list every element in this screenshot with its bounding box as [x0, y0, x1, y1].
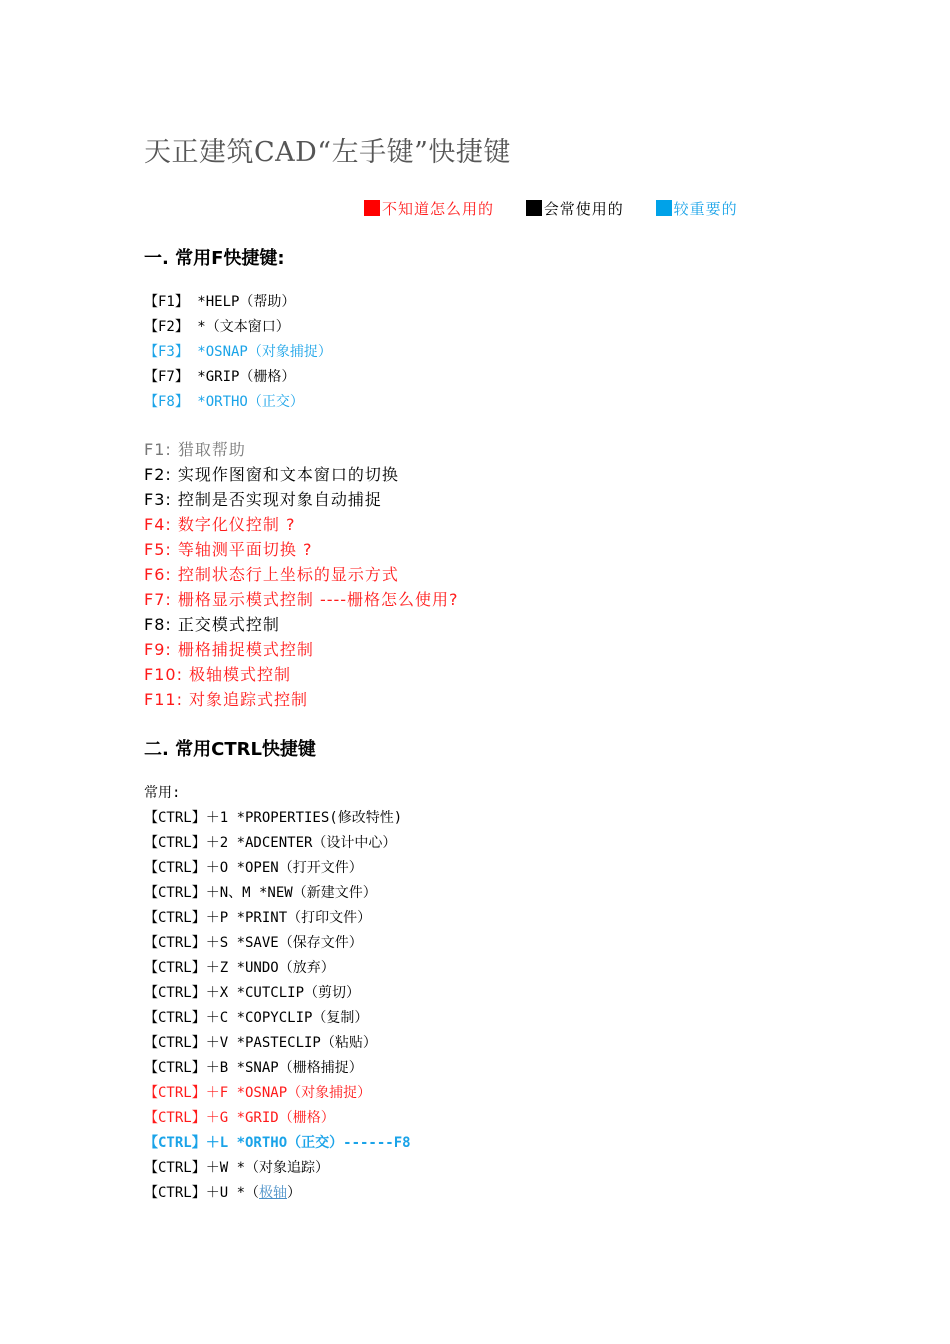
list-item: 【F3】 *OSNAP（对象捕捉） — [144, 344, 332, 360]
list-item: 【F2】 *（文本窗口） — [144, 319, 290, 335]
list-item: F5: 等轴测平面切换 ? — [144, 540, 313, 559]
legend-item-common: 会常使用的 — [526, 198, 624, 219]
list-item: F11: 对象追踪式控制 — [144, 690, 309, 709]
polar-link[interactable]: 极轴 — [259, 1185, 288, 1201]
section-heading-ctrl-keys: 二. 常用CTRL快捷键 — [144, 739, 316, 760]
list-item: 【CTRL】＋L *ORTHO（正交）------F8 — [144, 1135, 411, 1151]
list-item: F7: 栅格显示模式控制 ----栅格怎么使用? — [144, 590, 459, 609]
red-square-icon — [364, 200, 380, 216]
list-item: F3: 控制是否实现对象自动捕捉 — [144, 490, 382, 509]
list-item: 【CTRL】＋O *OPEN（打开文件） — [144, 860, 363, 876]
list-item: 【CTRL】＋1 *PROPERTIES(修改特性) — [144, 810, 403, 826]
list-item: 【CTRL】＋V *PASTECLIP（粘贴） — [144, 1035, 377, 1051]
f-key-list — [144, 290, 332, 415]
list-item: 【CTRL】＋F *OSNAP（对象捕捉） — [144, 1085, 372, 1101]
list-item: 【CTRL】＋S *SAVE（保存文件） — [144, 935, 363, 951]
list-item: 【CTRL】＋G *GRID（栅格） — [144, 1110, 335, 1126]
list-item: 【F8】 *ORTHO（正交） — [144, 394, 304, 410]
blue-square-icon — [656, 200, 672, 216]
list-item: 【CTRL】＋C *COPYCLIP（复制） — [144, 1010, 369, 1026]
section-heading-f-keys: 一. 常用F快捷键: — [144, 248, 285, 269]
list-item: F9: 栅格捕捉模式控制 — [144, 640, 314, 659]
list-item: 【CTRL】＋B *SNAP（栅格捕捉） — [144, 1060, 363, 1076]
list-item: F8: 正交模式控制 — [144, 615, 280, 634]
color-legend — [364, 198, 764, 219]
ctrl-intro: 常用: — [144, 785, 181, 801]
list-item: 【CTRL】＋P *PRINT（打印文件） — [144, 910, 372, 926]
list-item: F4: 数字化仪控制 ? — [144, 515, 296, 534]
list-item: 【CTRL】＋Z *UNDO（放弃） — [144, 960, 335, 976]
list-item: F1: 猎取帮助 — [144, 440, 246, 459]
legend-item-unknown: 不知道怎么用的 — [364, 198, 494, 219]
list-item: 【F7】 *GRIP（栅格） — [144, 369, 296, 385]
list-item: 【CTRL】＋W *（对象追踪） — [144, 1160, 330, 1176]
page-title: 天正建筑CAD“左手键”快捷键 — [144, 137, 511, 168]
list-item: F2: 实现作图窗和文本窗口的切换 — [144, 465, 399, 484]
black-square-icon — [526, 200, 542, 216]
ctrl-key-list — [144, 781, 411, 1206]
list-item: 【CTRL】＋X *CUTCLIP（剪切） — [144, 985, 361, 1001]
f-key-description-list — [144, 437, 459, 712]
list-item: 【CTRL】＋2 *ADCENTER（设计中心） — [144, 835, 397, 851]
list-item: F10: 极轴模式控制 — [144, 665, 292, 684]
list-item: 【CTRL】＋N、M *NEW（新建文件） — [144, 885, 377, 901]
list-item: F6: 控制状态行上坐标的显示方式 — [144, 565, 399, 584]
list-item: 【F1】 *HELP（帮助） — [144, 294, 296, 310]
legend-item-important: 较重要的 — [656, 198, 738, 219]
list-item: 【CTRL】＋U *（极轴） — [144, 1185, 302, 1201]
